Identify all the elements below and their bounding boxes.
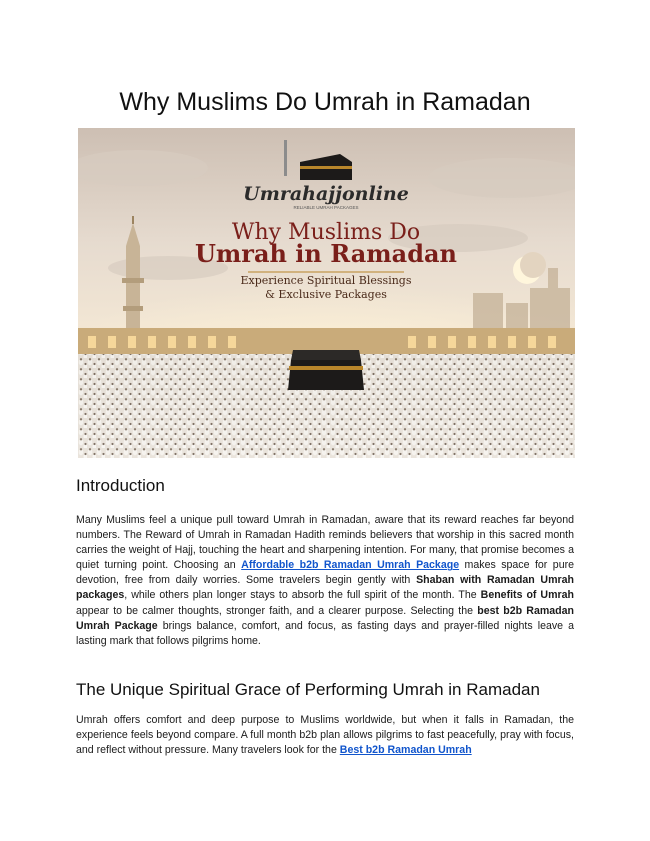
grace-paragraph bbox=[76, 713, 574, 758]
svg-text:Why Muslims Do: Why Muslims Do bbox=[231, 220, 421, 245]
intro-paragraph bbox=[76, 513, 574, 649]
bold-text: Shaban with Ramadan Umrah packages bbox=[76, 574, 574, 602]
best-package-link[interactable]: Best b2b Ramadan Umrah bbox=[339, 744, 472, 757]
paragraph-text: makes space for pure devotion, free from daily worries. Some travelers begin gently with bbox=[76, 559, 574, 587]
paragraph-text: brings balance, comfort, and focus, as fasting days and prayer-filled nights leave a lasting mark that follows pilgrims home. bbox=[76, 619, 575, 647]
affordable-package-link[interactable]: Affordable b2b Ramadan Umrah Package bbox=[241, 559, 460, 572]
section-heading-introduction: Introduction bbox=[76, 476, 165, 495]
svg-text:Umrahajjonline: Umrahajjonline bbox=[243, 183, 409, 205]
kaaba-icon bbox=[288, 350, 364, 390]
svg-text:& Exclusive Packages: & Exclusive Packages bbox=[265, 288, 387, 301]
section-heading-spiritual-grace: The Unique Spiritual Grace of Performing Umrah in Ramadan bbox=[76, 680, 540, 699]
svg-text:Experience Spiritual Blessings: Experience Spiritual Blessings bbox=[240, 274, 412, 287]
svg-text:Umrah in Ramadan: Umrah in Ramadan bbox=[194, 239, 458, 268]
svg-text:RELIABLE UMRAH PACKAGES: RELIABLE UMRAH PACKAGES bbox=[293, 205, 359, 210]
hero-image bbox=[78, 128, 575, 458]
bold-text: best b2b Ramadan Umrah Package bbox=[76, 604, 574, 632]
page-title: Why Muslims Do Umrah in Ramadan bbox=[119, 88, 531, 116]
paragraph-text: Many Muslims feel a unique pull toward Umrah in Ramadan, aware that its reward reaches far beyond numbers. The Reward of Umrah in Ramadan Hadith reminds believers that worship in this sacred month carries the weight of Hajj, touching the heart and sharpening intention. For many, that promise becomes a quiet turning point. Choosing an bbox=[76, 514, 574, 572]
bold-text: Benefits of Umrah bbox=[480, 589, 574, 602]
paragraph-text: Umrah offers comfort and deep purpose to Muslims worldwide, but when it falls in Ramadan, the experience feels beyond compare. A full month b2b plan allows pilgrims to fast peacefully, pray with focus, and reflect without pressure. Many travelers look for the bbox=[76, 714, 574, 757]
paragraph-text: , while others plan longer stays to absorb the full spirit of the month. The bbox=[124, 589, 481, 602]
paragraph-text: appear to be calmer thoughts, stronger faith, and a clearer purpose. Selecting the bbox=[76, 604, 478, 617]
